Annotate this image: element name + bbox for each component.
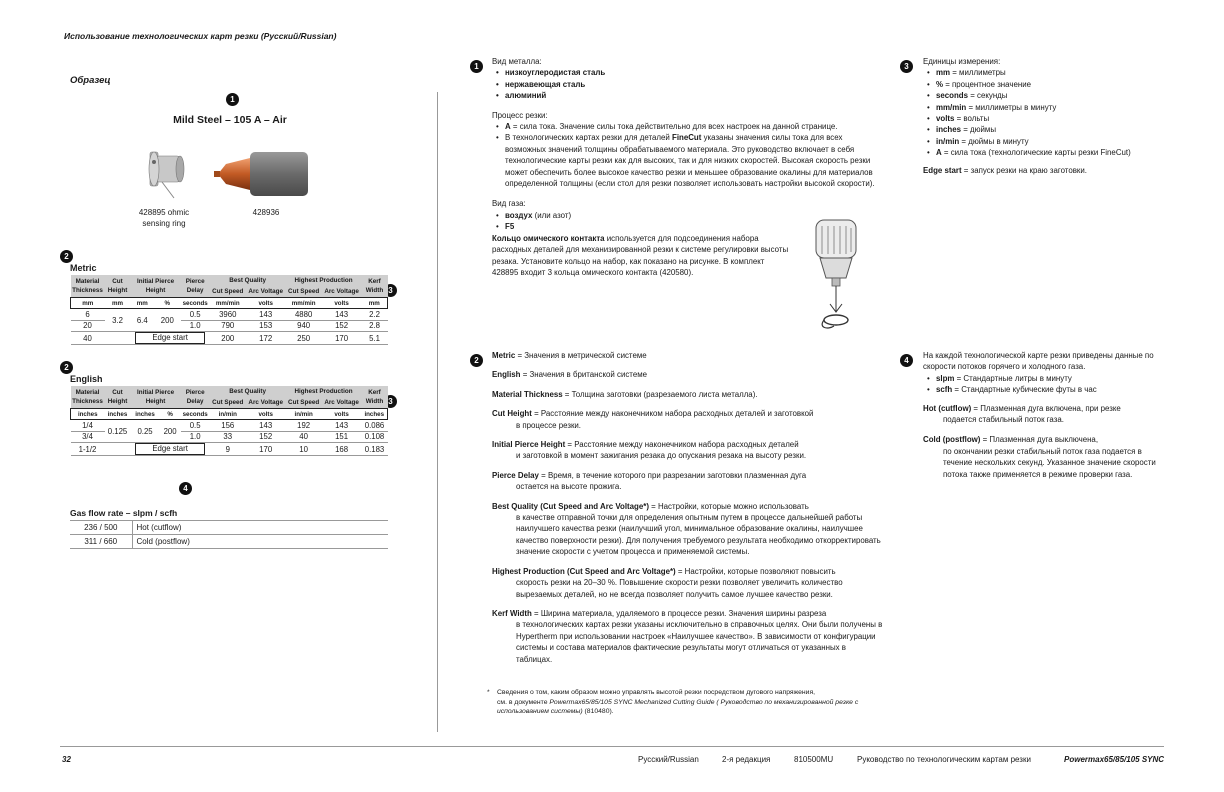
section-4-text: [923, 350, 1169, 480]
footnote-text: Сведения о том, каким образом можно управлять высотой резки посредством дугового напряжения, см. в документе Powermax65/85/105 SYNC Mechanized Cutting Guide ( Руководство по механизированной резке с использованием системы) (810480).: [497, 689, 859, 715]
best-speed-cell: 200: [210, 332, 246, 345]
unit-cell: volts: [322, 298, 362, 309]
best-voltage-cell: 152: [246, 431, 286, 443]
unit-cell: mm: [131, 298, 154, 309]
kerf-cell: 0.086: [362, 420, 388, 432]
col-best-arc-voltage: Arc Voltage: [246, 397, 286, 409]
process-title: Mild Steel – 105 A – Air: [173, 114, 287, 126]
units-list: [923, 67, 1173, 158]
high-voltage-cell: 168: [322, 443, 362, 456]
kerf-cell: 2.8: [362, 320, 388, 332]
definition-hot-cutflow: Hot (cutflow) = Плазменная дуга включена, при резке подается стабильный поток газа.: [923, 403, 1121, 425]
table-row: [71, 443, 388, 456]
metric-units-row: [71, 298, 388, 309]
high-speed-cell: 10: [286, 443, 322, 456]
high-voltage-cell: 170: [322, 332, 362, 345]
col-initial-pierce: Initial Pierce Height: [131, 275, 181, 298]
section-badge-1: 1: [470, 60, 483, 73]
list-item: • in/min = дюймы в минуту: [923, 136, 1173, 147]
definition-initial-pierce-height: Initial Pierce Height = Расстояние между наконечником набора расходных деталей и заготовкой в момент зажигания резака до опускания резака на высоту резки.: [492, 440, 807, 461]
gas-flow-intro: На каждой технологической карте резки приведены данные по скорости потоков горячего и холодного газа.: [923, 351, 1154, 372]
gas-flow-heading: Gas flow rate – slpm / scfh: [70, 508, 178, 518]
col-initial-pierce: Initial Pierce Height: [131, 386, 181, 409]
col-cut-height: Cut Height: [105, 386, 131, 409]
gas-type-heading: Вид газа:: [492, 199, 526, 209]
section-3-text: [923, 56, 1173, 176]
col-best-cut-speed: Cut Speed: [210, 397, 246, 409]
unit-cell: %: [154, 298, 181, 309]
part-label-cap: [236, 207, 296, 218]
high-voltage-cell: 152: [322, 320, 362, 332]
table-row: [70, 521, 388, 535]
section-2-definitions: [492, 350, 884, 673]
col-best-arc-voltage: Arc Voltage: [246, 286, 286, 298]
table-row: [71, 420, 388, 432]
list-item: • низкоуглеродистая сталь: [492, 67, 876, 78]
english-units-row: [71, 409, 388, 420]
definition-material-thickness: Material Thickness = Толщина заготовки (разрезаемого листа металла).: [492, 389, 758, 399]
list-item: • нержавеющая сталь: [492, 79, 876, 90]
list-item: • seconds = секунды: [923, 90, 1173, 101]
edge-start-cell: [131, 443, 210, 456]
unit-cell: mm: [362, 298, 388, 309]
gas-flow-value: 311 / 660: [70, 535, 132, 549]
list-item: • mm = миллиметры: [923, 67, 1173, 78]
col-material-thickness: Material Thickness: [71, 386, 105, 409]
definition-cut-height: Cut Height = Расстояние между наконечником набора расходных деталей и заготовкой в процессе резки.: [492, 409, 814, 430]
thickness-cell: 6: [71, 309, 105, 321]
footer-language: Русский/Russian: [638, 755, 699, 764]
page-number: 32: [62, 755, 71, 764]
gas-flow-label: Hot (cutflow): [132, 521, 388, 535]
footer-edition: 2-я редакция: [722, 755, 771, 764]
definition-pierce-delay: Pierce Delay = Время, в течение которого при разрезании заготовки плазменная дуга остается на высоте прожига.: [492, 470, 807, 492]
unit-cell: inches: [362, 409, 388, 420]
section-badge-4: 4: [900, 354, 913, 367]
footer-guide-title: Руководство по технологическим картам резки: [857, 755, 1031, 764]
high-speed-cell: 40: [286, 431, 322, 443]
definition-kerf-width: Kerf Width = Ширина материала, удаляемого в процессе резки. Значения ширины разреза в технологических картах резки указаны исключительно в справочных целях. Они были получены в Hypertherm при использовании настроек «Наилучшее качество». В зависимости от конфигурации системы и состава материалов фактические результаты могут отличаться от указанных в таблицах.: [492, 608, 883, 664]
kerf-cell: 0.108: [362, 431, 388, 443]
list-item: • В технологических картах резки для деталей FineCut указаны значения силы тока для всех возможных значений толщины обрабатываемого материала. Это руководство включает в себя технологические карты резки как для высоких, так и для низких скоростей. Высокая скорость резки может обеспечить более высокое качество резки и меньшее образование окалины для материалов определенной толщины (если стол для резки позволяет использовать настройки высокой скорости).: [492, 132, 876, 189]
best-speed-cell: 9: [210, 443, 246, 456]
high-voltage-cell: 151: [322, 431, 362, 443]
table-row: [71, 332, 388, 345]
section-badge-2: 2: [470, 354, 483, 367]
english-cut-chart-table: [70, 386, 388, 456]
list-item: • mm/min = миллиметры в минуту: [923, 102, 1173, 113]
callout-badge-1: 1: [226, 93, 239, 106]
unit-cell: mm: [71, 298, 105, 309]
table-row: [71, 309, 388, 321]
definition-english: English = Значения в британской системе: [492, 370, 648, 380]
list-item: • воздух (или азот): [492, 210, 876, 221]
definition-best-quality: Best Quality (Cut Speed and Arc Voltage*) = Настройки, которые можно использовать в качестве отправной точки для определения опытным путем в процессе дальнейшей работы наилучшего качества резки (наилучший угол, минимальное образование окалины, наилучшее качество поверхности резки). Для получения требуемого результата необходимо откорректировать значение скорости с учетом процесса и применяемой системы.: [492, 501, 881, 557]
best-voltage-cell: 172: [246, 332, 286, 345]
sample-label: Образец: [70, 75, 111, 86]
thickness-cell: 20: [71, 320, 105, 332]
iph-percent-cell: 200: [160, 420, 181, 443]
col-best-cut-speed: Cut Speed: [210, 286, 246, 298]
unit-cell: mm/min: [210, 298, 246, 309]
gas-units-list: [923, 373, 1169, 396]
high-voltage-cell: 143: [322, 420, 362, 432]
high-speed-cell: 940: [286, 320, 322, 332]
iph-value-cell: 0.25: [131, 420, 160, 443]
callout-badge-3-english: 3: [384, 395, 397, 408]
part-number-ohmic: 428895 ohmic: [138, 208, 190, 217]
col-kerf-width: Kerf Width: [362, 386, 388, 409]
unit-cell: inches: [105, 409, 131, 420]
unit-cell: %: [160, 409, 181, 420]
col-best-quality: Best Quality: [210, 386, 286, 397]
edge-start-label: Edge start: [135, 332, 205, 344]
retaining-cap-image: [212, 144, 312, 209]
col-high-arc-voltage: Arc Voltage: [322, 286, 362, 298]
unit-cell: in/min: [286, 409, 322, 420]
ohmic-ring-image: [140, 146, 192, 207]
pierce-delay-cell: 0.5: [181, 309, 210, 321]
high-speed-cell: 4880: [286, 309, 322, 321]
kerf-cell: 0.183: [362, 443, 388, 456]
col-high-cut-speed: Cut Speed: [286, 397, 322, 409]
definition-highest-production: Highest Production (Cut Speed and Arc Voltage*) = Настройки, которые позволяют повысить скорость резки на 20–30 %. Повышение скорости резки позволяет увеличить количество вырезаемых деталей, но не всегда позволяет получить самое лучшее качество резки.: [492, 566, 843, 599]
list-item: • алюминий: [492, 90, 876, 101]
iph-percent-cell: 200: [154, 309, 181, 332]
ohmic-ring-paragraph: Кольцо омического контакта используется для подсоединения набора расходных деталей для механизированной резки к системе регулировки высоты резака. Установите кольцо на набор, как показано на рисунке. В комплект 428895 входит 3 кольца омического контакта (420580).: [492, 233, 789, 277]
pierce-delay-cell: 1.0: [181, 431, 210, 443]
col-material-thickness: Material Thickness: [71, 275, 105, 298]
col-best-quality: Best Quality: [210, 275, 286, 286]
high-voltage-cell: 143: [322, 309, 362, 321]
unit-cell: seconds: [182, 299, 208, 307]
footer-doc-code: 810500MU: [794, 755, 834, 764]
thickness-cell: 1-1/2: [71, 443, 105, 456]
units-heading: Единицы измерения:: [923, 57, 1001, 66]
callout-badge-4-gas: 4: [179, 482, 192, 495]
unit-cell: seconds: [182, 410, 208, 418]
col-pierce-delay: Pierce Delay: [181, 386, 210, 409]
col-highest-production: Highest Production: [286, 275, 362, 286]
best-speed-cell: 156: [210, 420, 246, 432]
edge-start-cell: [131, 332, 210, 345]
col-highest-production: Highest Production: [286, 386, 362, 397]
callout-badge-3-metric: 3: [384, 284, 397, 297]
list-item: • volts = вольты: [923, 113, 1173, 124]
unit-cell: volts: [322, 409, 362, 420]
list-item: • slpm = Стандартные литры в минуту: [923, 373, 1169, 384]
best-speed-cell: 3960: [210, 309, 246, 321]
part-label-ohmic: [126, 207, 202, 229]
process-heading: Процесс резки:: [492, 110, 548, 120]
best-voltage-cell: 143: [246, 420, 286, 432]
unit-cell: volts: [246, 409, 286, 420]
pierce-delay-cell: 0.5: [181, 420, 210, 432]
high-speed-cell: 250: [286, 332, 322, 345]
english-heading: English: [70, 374, 103, 384]
footer-product: Powermax65/85/105 SYNC: [1064, 755, 1165, 764]
process-list: [492, 121, 876, 189]
kerf-cell: 5.1: [362, 332, 388, 345]
part-desc-ohmic: sensing ring: [142, 219, 186, 228]
section-badge-3: 3: [900, 60, 913, 73]
kerf-cell: 2.2: [362, 309, 388, 321]
footnote-star: *: [487, 689, 490, 696]
col-kerf-width: Kerf Width: [362, 275, 388, 298]
edge-start-label: Edge start: [135, 443, 205, 455]
col-high-arc-voltage: Arc Voltage: [322, 397, 362, 409]
callout-badge-2-metric: 2: [60, 250, 73, 263]
unit-cell: inches: [131, 409, 160, 420]
unit-cell: mm: [105, 298, 131, 309]
col-high-cut-speed: Cut Speed: [286, 286, 322, 298]
list-item: • A = сила тока (технологические карты резки FineCut): [923, 147, 1173, 158]
edge-start-definition: Edge start = запуск резки на краю заготовки.: [923, 165, 1087, 175]
iph-value-cell: 6.4: [131, 309, 154, 332]
metal-type-heading: Вид металла:: [492, 57, 542, 66]
high-speed-cell: 192: [286, 420, 322, 432]
best-voltage-cell: 170: [246, 443, 286, 456]
table-row: [70, 535, 388, 549]
best-voltage-cell: 143: [246, 309, 286, 321]
list-item: • A = сила тока. Значение силы тока действительно для всех настроек на данной странице.: [492, 121, 876, 132]
cut-height-cell: 0.125: [105, 420, 131, 443]
list-item: • F5: [492, 221, 876, 232]
thickness-cell: 40: [71, 332, 105, 345]
callout-badge-2-english: 2: [60, 361, 73, 374]
gas-flow-value: 236 / 500: [70, 521, 132, 535]
torch-ohmic-ring-illustration: [808, 216, 864, 339]
col-pierce-delay: Pierce Delay: [181, 275, 210, 298]
best-speed-cell: 33: [210, 431, 246, 443]
gas-flow-table: [70, 520, 388, 549]
definition-metric: Metric = Значения в метрической системе: [492, 351, 647, 360]
column-divider: [437, 92, 438, 732]
definition-cold-postflow: Cold (postflow) = Плазменная дуга выключена, по окончании резки стабильный поток газа подается в течение нескольких секунд. Указанное значение скорости потока также применяется в режиме проверки газа.: [923, 435, 1156, 479]
col-cut-height: Cut Height: [105, 275, 131, 298]
cut-height-cell: 3.2: [105, 309, 131, 332]
best-voltage-cell: 153: [246, 320, 286, 332]
metal-list: [492, 67, 876, 101]
unit-cell: inches: [71, 409, 105, 420]
best-speed-cell: 790: [210, 320, 246, 332]
thickness-cell: 1/4: [71, 420, 105, 432]
unit-cell: volts: [246, 298, 286, 309]
list-item: • % = процентное значение: [923, 79, 1173, 90]
metric-cut-chart-table: [70, 275, 388, 345]
thickness-cell: 3/4: [71, 431, 105, 443]
list-item: • scfh = Стандартные кубические футы в час: [923, 384, 1169, 395]
part-number-cap: 428936: [252, 208, 280, 217]
list-item: • inches = дюймы: [923, 124, 1173, 135]
unit-cell: mm/min: [286, 298, 322, 309]
pierce-delay-cell: 1.0: [181, 320, 210, 332]
unit-cell: in/min: [210, 409, 246, 420]
gas-flow-label: Cold (postflow): [132, 535, 388, 549]
page-header-title: Использование технологических карт резки (Русский/Russian): [64, 31, 337, 41]
footer-rule: [60, 746, 1164, 747]
metric-heading: Metric: [70, 263, 97, 273]
